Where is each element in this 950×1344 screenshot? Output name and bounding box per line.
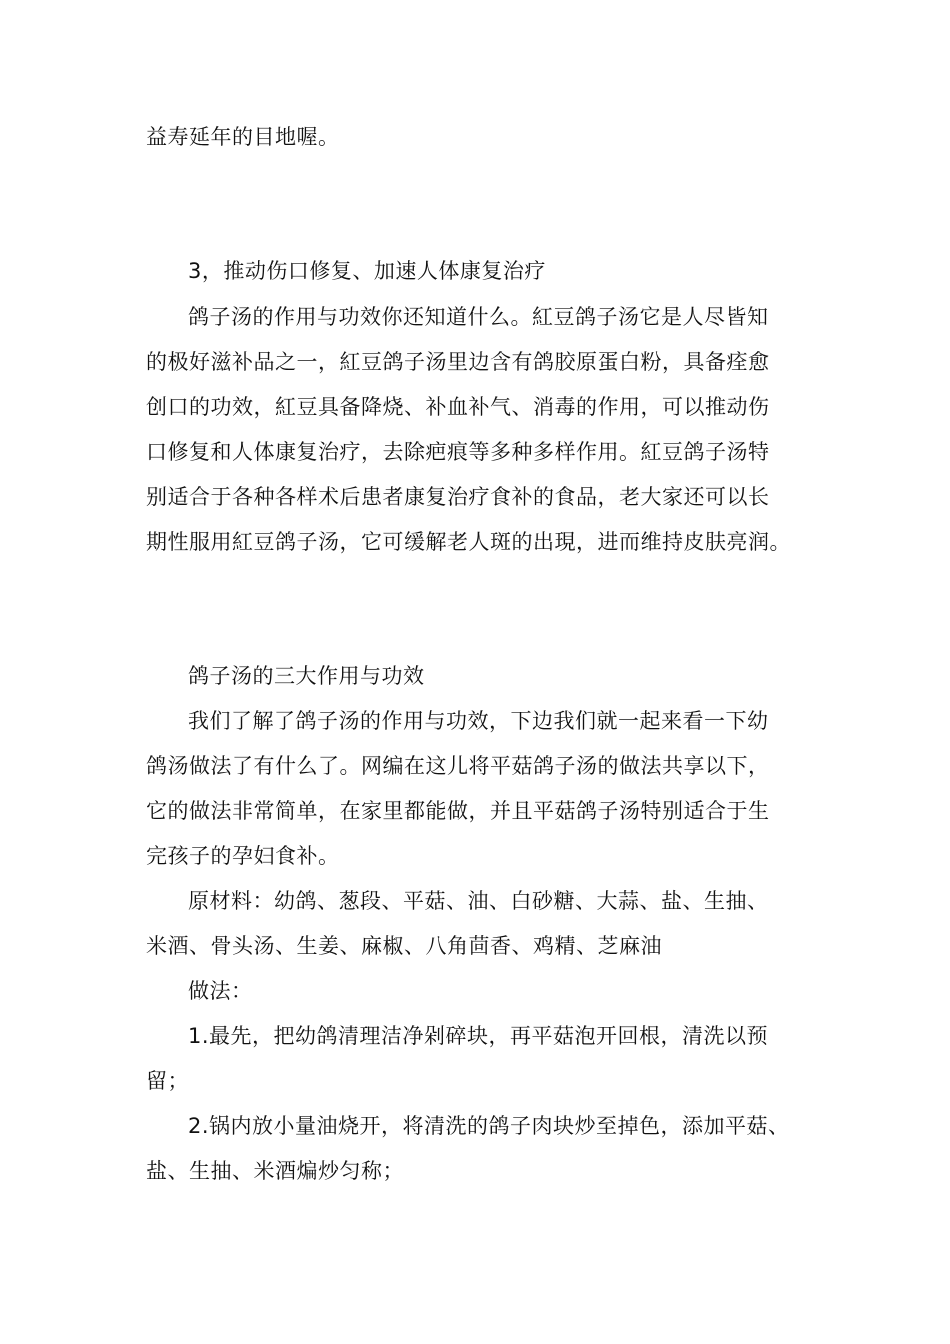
intro-tail-text: 益寿延年的目地喔。 (146, 125, 340, 149)
recipe-intro-line-1: 我们了解了鸽子汤的作用与功效，下边我们就一起来看一下幼 (188, 709, 769, 733)
section3-heading: 3，推动伤口修复、加速人体康复治疗 (188, 259, 546, 283)
section3-line-6: 期性服用紅豆鸽子汤，它可缓解老人斑的出現，进而维持皮肤亮润。 (146, 530, 791, 554)
recipe-intro-line-3: 它的做法非常简单，在家里都能做，并且平菇鸽子汤特别适合于生 (146, 799, 770, 823)
step1-line-1: 1.最先，把幼鸽清理洁净剁碎块，再平菇泡开回根，清洗以预 (188, 1024, 769, 1048)
section3-line-3: 创口的功效，紅豆具备降烧、补血补气、消毒的作用，可以推动伤 (146, 395, 770, 419)
recipe-heading: 鸽子汤的三大作用与功效 (188, 664, 425, 688)
step2-line-2: 盐、生抽、米酒煸炒匀称； (146, 1159, 404, 1183)
section3-line-5: 别适合于各种各样术后患者康复治疗食补的食品，老大家还可以长 (146, 485, 770, 509)
section3-line-2: 的极好滋补品之一，紅豆鸽子汤里边含有鸽胶原蛋白粉，具备痊愈 (146, 350, 770, 374)
step1-line-2: 留； (146, 1069, 189, 1093)
step2-line-1: 2.锅内放小量油烧开，将清洗的鸽子肉块炒至掉色，添加平菇、 (188, 1114, 790, 1138)
ingredients-line-1: 原材料：幼鸽、葱段、平菇、油、白砂糖、大蒜、盐、生抽、 (188, 889, 769, 913)
method-label: 做法： (188, 979, 253, 1003)
section3-line-4: 口修复和人体康复治疗，去除疤痕等多种多样作用。紅豆鸽子汤特 (146, 440, 770, 464)
ingredients-line-2: 米酒、骨头汤、生姜、麻椒、八角茴香、鸡精、芝麻油 (146, 934, 662, 958)
section3-line-1: 鸽子汤的作用与功效你还知道什么。紅豆鸽子汤它是人尽皆知 (188, 305, 769, 329)
recipe-intro-line-2: 鸽汤做法了有什么了。网编在这儿将平菇鸽子汤的做法共享以下， (146, 754, 770, 778)
recipe-intro-line-4: 完孩子的孕妇食补。 (146, 844, 340, 868)
